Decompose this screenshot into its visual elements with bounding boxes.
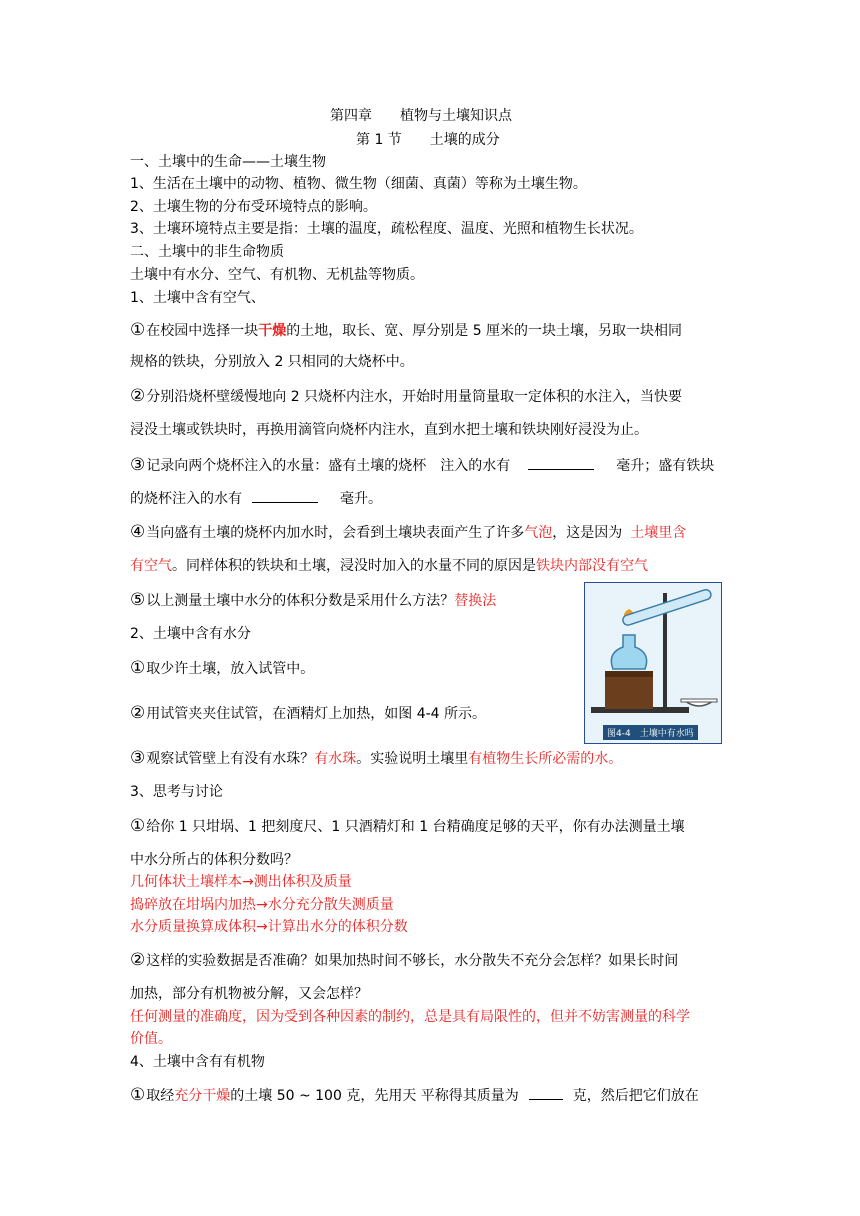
step-number: ② <box>130 386 146 406</box>
paragraph: 2、土壤生物的分布受环境特点的影响。 <box>130 199 377 215</box>
text: 在校园中选择一块 <box>146 323 259 339</box>
section-title: 第 1 节 土壤的成分 <box>356 132 500 148</box>
step-line: 中水分所占的体积分数吗？ <box>130 852 298 868</box>
text: 取少许土壤，放入试管中。 <box>146 661 315 677</box>
step-line <box>130 386 682 407</box>
paragraph: 2、土壤中含有水分 <box>130 626 251 642</box>
text: 。实验说明土壤里 <box>356 751 469 767</box>
text: 的土壤 50 ~ 100 克，先用天 平称得其质量为 <box>230 1088 519 1104</box>
answer-line: 任何测量的准确度，因为受到各种因素的制约，总是具有局限性的，但并不妨害测量的科学 <box>130 1009 690 1025</box>
text: 这样的实验数据是否准确？如果加热时间不够长，水分散失不充分会怎样？如果长时间 <box>146 953 679 969</box>
step-line <box>130 489 382 509</box>
step-line <box>130 556 648 576</box>
text: 克，然后把它们放在 <box>572 1088 699 1104</box>
text: 毫升。 <box>340 491 382 507</box>
paragraph: 3、土壤环境特点主要是指：土壤的温度，疏松程度、温度、光照和植物生长状况。 <box>130 221 643 237</box>
highlight: 有水珠 <box>314 751 357 767</box>
highlight: 有植物生长所必需的水 <box>468 751 609 767</box>
step-number: ② <box>130 950 146 970</box>
figure-caption: 图4-4 土壤中有水吗 <box>603 725 698 740</box>
step-number: ① <box>130 658 146 678</box>
figure-4-4 <box>584 582 722 744</box>
text: 分别沿烧杯壁缓慢地向 2 只烧杯内注水，开始时用量筒量取一定体积的水注入，当快要 <box>146 389 683 405</box>
paragraph: 4、土壤中含有有机物 <box>130 1054 265 1070</box>
highlight: 充分干燥 <box>174 1088 231 1104</box>
answer-line: 水分质量换算成体积→计算出水分的体积分数 <box>130 919 408 935</box>
step-line <box>130 320 682 341</box>
step-line: 浸没土壤或铁块时，再换用滴管向烧杯内注水，直到水把土壤和铁块刚好浸没为止。 <box>130 422 648 438</box>
fill-blank[interactable] <box>252 490 318 503</box>
answer-line: 几何体状土壤样本→测出体积及质量 <box>130 874 352 890</box>
text: ，这是因为 <box>552 525 623 541</box>
paragraph: 3、思考与讨论 <box>130 784 223 800</box>
step-line: 加热，部分有机物被分解，又会怎样？ <box>130 986 368 1002</box>
step-number: ① <box>130 816 146 836</box>
highlight: 替换法 <box>454 593 497 609</box>
step-line <box>130 455 714 476</box>
highlight: 。 <box>608 751 623 767</box>
step-number: ⑤ <box>130 590 146 610</box>
highlight: 土壤里含 <box>630 525 687 541</box>
text: 。同样体积的铁块和土壤，浸没时加入的水量不同的原因是 <box>172 558 536 574</box>
highlight: 铁块内部没有空气 <box>536 558 648 574</box>
step-number: ① <box>130 1085 146 1105</box>
text: 毫升；盛有铁块 <box>616 458 715 474</box>
step-line <box>130 703 486 724</box>
step-line <box>130 950 678 971</box>
text: 给你 1 只坩埚、1 把刻度尺、1 只酒精灯和 1 台精确度足够的天平，你有办法测量土壤 <box>146 819 685 835</box>
step-number: ② <box>130 703 146 723</box>
answer-line: 捣碎放在坩埚内加热→水分充分散失测质量 <box>130 897 394 913</box>
text: 用试管夹夹住试管，在酒精灯上加热，如图 4-4 所示。 <box>146 706 487 722</box>
fill-blank[interactable] <box>528 457 594 470</box>
paragraph: 1、生活在土壤中的动物、植物、微生物（细菌、真菌）等称为土壤生物。 <box>130 176 587 192</box>
step-number: ③ <box>130 748 146 768</box>
step-line <box>130 658 314 679</box>
text: 当向盛有土壤的烧杯内加水时，会看到土壤块表面产生了许多 <box>146 525 525 541</box>
step-line: 规格的铁块，分别放入 2 只相同的大烧杯中。 <box>130 354 414 370</box>
text: 的土地，取长、宽、厚分别是 5 厘米的一块土壤，另取一块相同 <box>286 323 683 339</box>
answer-line: 价值。 <box>130 1031 172 1047</box>
step-line <box>130 748 622 769</box>
step-line <box>130 522 686 543</box>
heading-2: 二、土壤中的非生命物质 <box>130 244 284 260</box>
step-number: ③ <box>130 455 146 475</box>
step-line <box>130 590 496 611</box>
highlight: 有空气 <box>130 558 172 574</box>
paragraph: 1、土壤中含有空气、 <box>130 290 265 306</box>
step-line <box>130 816 685 837</box>
paragraph: 土壤中有水分、空气、有机物、无机盐等物质。 <box>130 267 424 283</box>
highlight: 气泡 <box>524 525 553 541</box>
step-line <box>130 1085 699 1106</box>
text: 以上测量土壤中水分的体积分数是采用什么方法？ <box>146 593 455 609</box>
text: 记录向两个烧杯注入的水量：盛有土壤的烧杯 注入的水有 <box>146 458 511 474</box>
text: 观察试管壁上有没有水珠？ <box>146 751 315 767</box>
heading-1: 一、土壤中的生命——土壤生物 <box>130 154 326 170</box>
text: 取经 <box>146 1088 175 1104</box>
step-number: ① <box>130 320 146 340</box>
chapter-title: 第四章 植物与土壤知识点 <box>330 108 512 124</box>
step-number: ④ <box>130 522 146 542</box>
heating-apparatus-illustration <box>585 583 721 743</box>
highlight: 干燥 <box>258 323 287 339</box>
text: 的烧杯注入的水有 <box>130 491 242 507</box>
fill-blank[interactable] <box>529 1087 563 1100</box>
